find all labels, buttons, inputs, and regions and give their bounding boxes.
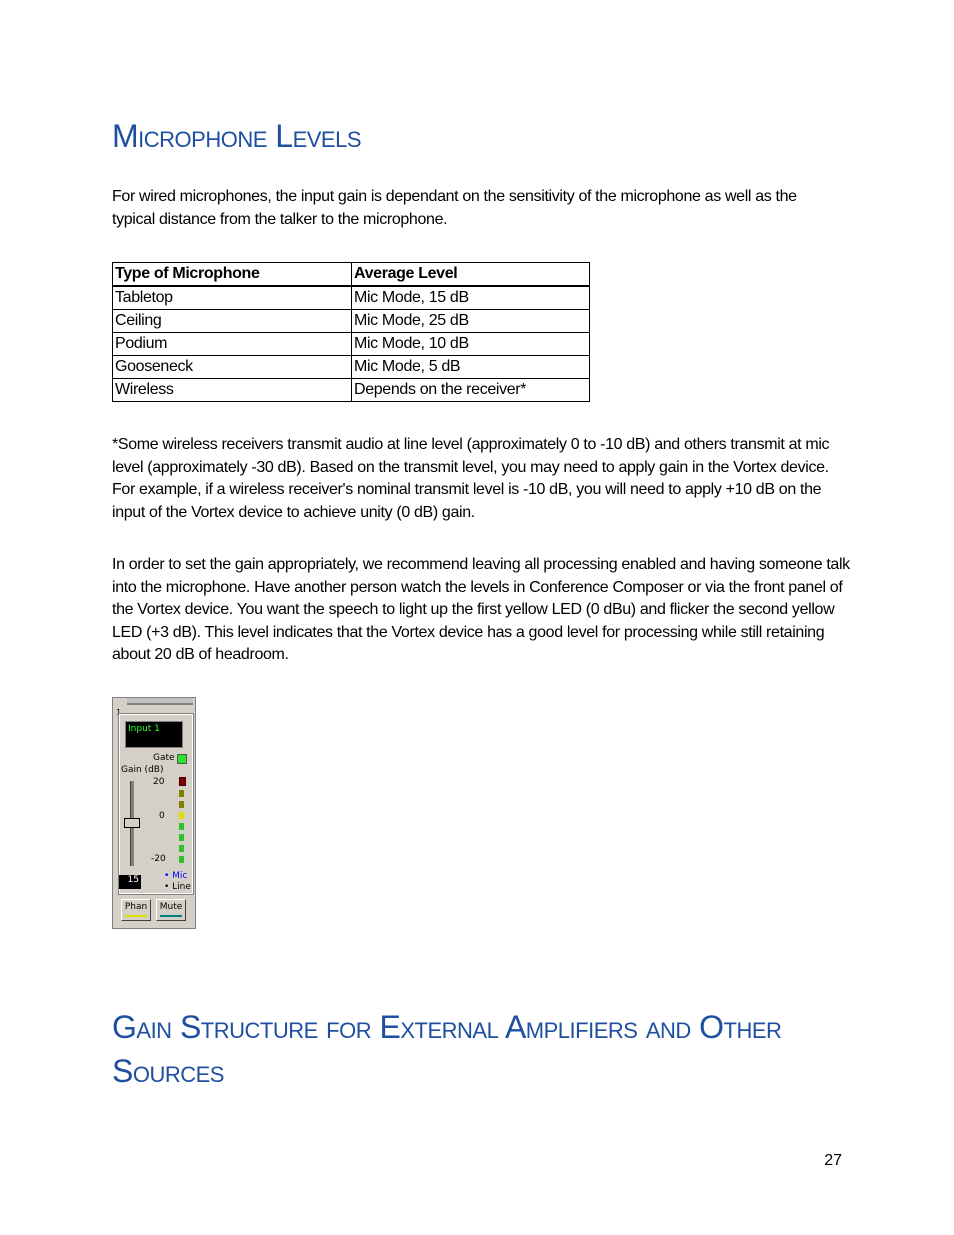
clip-led — [179, 777, 186, 786]
table-header-row — [113, 263, 590, 287]
table-row — [113, 310, 590, 333]
channel-number: 1 — [116, 708, 122, 717]
table-cell: Wireless — [113, 379, 352, 402]
mute-indicator — [160, 915, 182, 917]
page-number: 27 — [824, 1152, 842, 1169]
input-channel-strip — [112, 697, 196, 929]
table-cell: Mic Mode, 15 dB — [352, 286, 590, 310]
heading-gain-structure: Gain Structure for External Amplifiers and Other Sources — [112, 1009, 782, 1089]
mic-label: Mic — [172, 871, 188, 881]
gain-slider-thumb[interactable] — [124, 818, 140, 828]
table-cell: Tabletop — [113, 286, 352, 310]
table-row — [113, 286, 590, 310]
tick-label-minus20: -20 — [151, 854, 166, 864]
level-led — [179, 823, 184, 830]
phan-indicator — [125, 915, 147, 917]
level-led — [179, 834, 184, 841]
level-led — [179, 856, 184, 863]
wireless-note-paragraph: *Some wireless receivers transmit audio at line level (approximately 0 to -10 dB) and others transmit at mic level (approximately -30 dB). Based on the transmit level, you may need to apply gain in the Vortex device. For example, if a wireless receiver's nominal transmit level is -10 dB, you will need to apply +10 dB on the input of the Vortex device to achieve unity (0 dB) gain. — [112, 436, 830, 521]
table-cell: Mic Mode, 10 dB — [352, 333, 590, 356]
level-led — [179, 801, 184, 808]
gain-value-field[interactable]: 15 — [119, 875, 141, 889]
mic-radio[interactable]: • Mic — [164, 871, 188, 881]
mute-label: Mute — [159, 902, 183, 912]
table-row — [113, 356, 590, 379]
table-header-cell: Average Level — [352, 263, 590, 287]
gate-label: Gate — [153, 753, 175, 763]
channel-name-display: Input 1 — [125, 721, 183, 748]
level-led — [179, 812, 184, 819]
table-header-cell: Type of Microphone — [113, 263, 352, 287]
table-cell: Depends on the receiver* — [352, 379, 590, 402]
microphone-level-table — [112, 262, 590, 402]
line-label: Line — [172, 882, 191, 892]
phan-label: Phan — [124, 902, 148, 912]
table-row — [113, 379, 590, 402]
line-radio[interactable]: • Line — [164, 882, 191, 892]
table-cell: Gooseneck — [113, 356, 352, 379]
table-cell: Ceiling — [113, 310, 352, 333]
table-row — [113, 333, 590, 356]
phantom-power-button[interactable] — [121, 899, 151, 921]
set-gain-paragraph: In order to set the gain appropriately, we recommend leaving all processing enabled and having someone talk into the microphone. Have another person watch the levels in Conference Composer or via the front panel of the Vortex device. You want the speech to light up the first yellow LED (0 dBu) and flicker the second yellow LED (+3 dB). This level indicates that the Vortex device has a good level for processing while still retaining about 20 dB of headroom. — [112, 556, 850, 663]
tick-label-20: 20 — [153, 777, 165, 787]
level-led — [179, 790, 184, 797]
level-led — [179, 845, 184, 852]
heading-microphone-levels: Microphone Levels — [112, 118, 362, 154]
table-cell: Podium — [113, 333, 352, 356]
mute-button[interactable] — [156, 899, 186, 921]
tick-label-0: 0 — [159, 811, 165, 821]
widget-top-bar — [127, 698, 193, 705]
gain-label: Gain (dB) — [121, 765, 164, 775]
table-cell: Mic Mode, 25 dB — [352, 310, 590, 333]
intro-paragraph: For wired microphones, the input gain is dependant on the sensitivity of the microphone as well as the typical distance from the talker to the microphone. — [112, 188, 797, 228]
table-cell: Mic Mode, 5 dB — [352, 356, 590, 379]
gate-led — [177, 754, 187, 764]
